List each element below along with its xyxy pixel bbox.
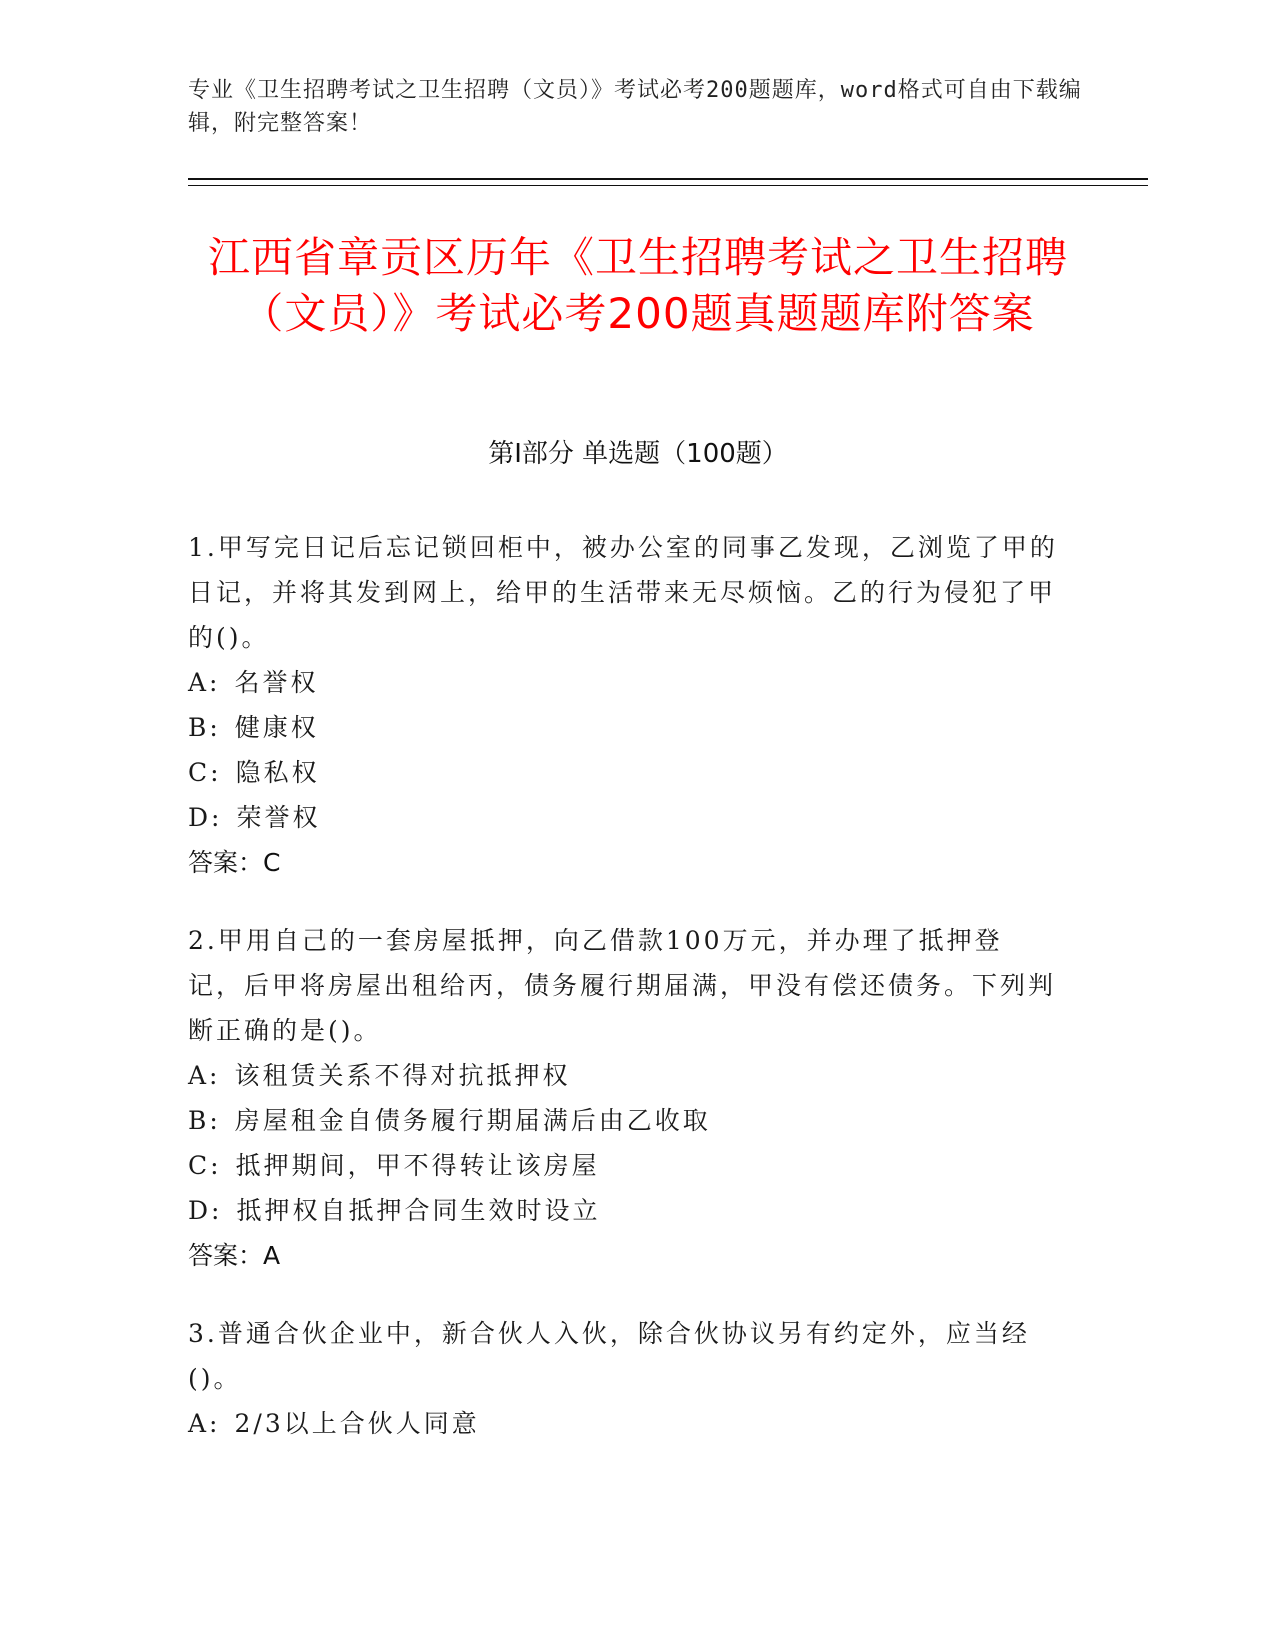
question-3 [188, 1311, 1058, 1446]
question-list [188, 525, 1058, 1479]
header-rule-thick [188, 178, 1148, 180]
option-key: A: [188, 1409, 221, 1438]
section-title: 第Ⅰ部分 单选题（100题） [488, 439, 788, 469]
option-key: C: [188, 758, 222, 787]
option-text: 房屋租金自债务履行期届满后由乙收取 [234, 1106, 711, 1135]
answer-label: 答案： [188, 848, 264, 877]
answer-line [188, 840, 1058, 885]
question-stem: 2.甲用自己的一套房屋抵押，向乙借款100万元，并办理了抵押登记，后甲将房屋出租给丙，债务履行期届满，甲没有偿还债务。下列判断正确的是()。 [188, 926, 1057, 1045]
answer-value: C [263, 848, 281, 877]
option-text: 抵押期间，甲不得转让该房屋 [235, 1151, 600, 1180]
option-text: 名誉权 [234, 668, 319, 697]
option-text: 隐私权 [235, 758, 320, 787]
answer-value: A [263, 1241, 281, 1270]
option-text: 健康权 [234, 713, 319, 742]
answer-line [188, 1233, 1058, 1278]
option-key: D: [188, 1196, 223, 1225]
option-a [188, 1401, 1058, 1446]
answer-label: 答案： [188, 1241, 264, 1270]
document-title: 江西省章贡区历年《卫生招聘考试之卫生招聘（文员）》考试必考200题真题题库附答案 [207, 233, 1068, 338]
option-a [188, 660, 1058, 705]
header-note: 专业《卫生招聘考试之卫生招聘（文员）》考试必考200题题库，word格式可自由下载编辑，附完整答案！ [188, 78, 1082, 136]
option-c [188, 1143, 1058, 1188]
header-rule-thin [188, 185, 1148, 186]
question-1 [188, 525, 1058, 885]
option-key: B: [188, 713, 221, 742]
question-stem: 1.甲写完日记后忘记锁回柜中，被办公室的同事乙发现，乙浏览了甲的日记，并将其发到网上，给甲的生活带来无尽烦恼。乙的行为侵犯了甲的()。 [188, 533, 1058, 652]
option-text: 抵押权自抵押合同生效时设立 [236, 1196, 601, 1225]
option-d [188, 795, 1058, 840]
option-text: 荣誉权 [236, 803, 321, 832]
option-key: A: [188, 668, 221, 697]
option-text: 该租赁关系不得对抗抵押权 [234, 1061, 571, 1090]
question-stem: 3.普通合伙企业中，新合伙人入伙，除合伙协议另有约定外，应当经()。 [188, 1319, 1030, 1393]
option-b [188, 1098, 1058, 1143]
option-text: 2/3以上合伙人同意 [234, 1409, 480, 1438]
option-d [188, 1188, 1058, 1233]
question-2 [188, 918, 1058, 1278]
option-key: D: [188, 803, 223, 832]
option-key: A: [188, 1061, 221, 1090]
option-b [188, 705, 1058, 750]
option-a [188, 1053, 1058, 1098]
option-c [188, 750, 1058, 795]
option-key: B: [188, 1106, 221, 1135]
option-key: C: [188, 1151, 222, 1180]
